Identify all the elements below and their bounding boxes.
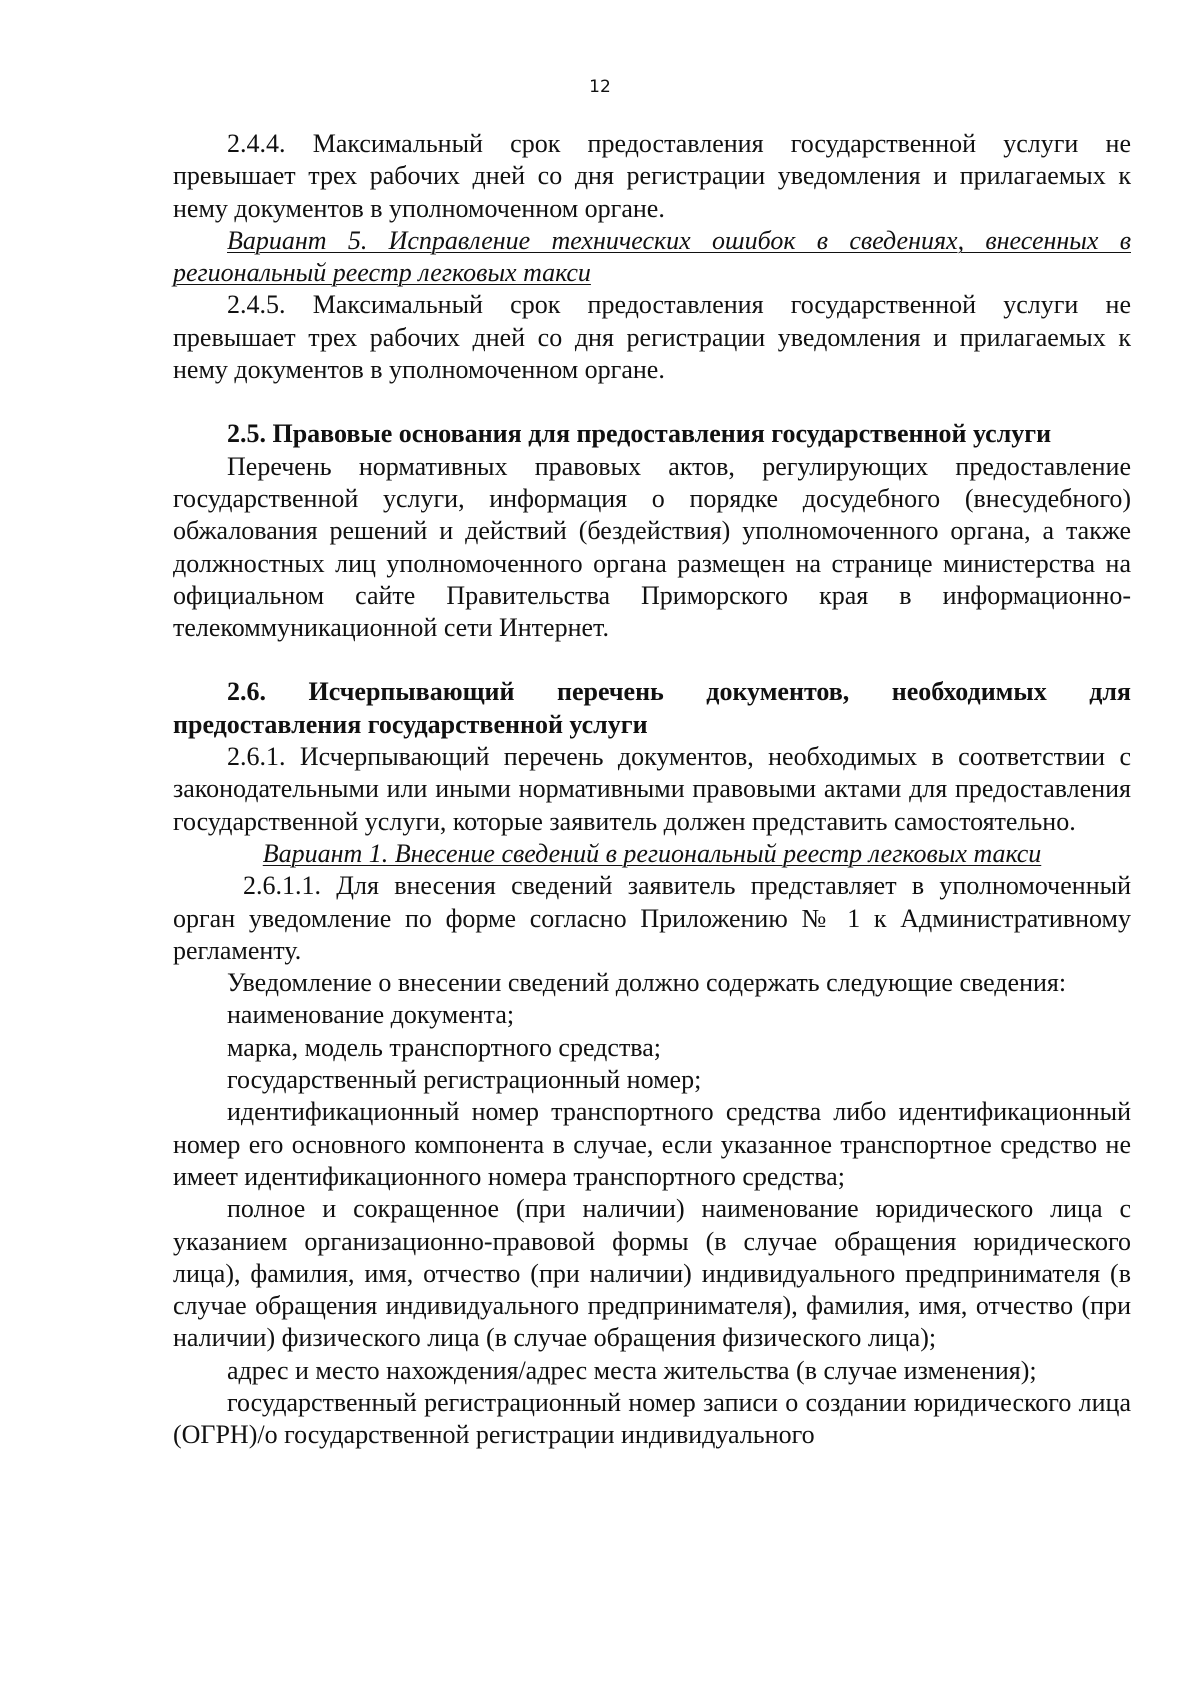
- list-item-address: адрес и место нахождения/адрес места жительства (в случае изменения);: [227, 1355, 1037, 1385]
- variant-1-heading: Вариант 1. Внесение сведений в региональный реестр легковых такси: [262, 838, 1042, 868]
- list-item-vin: идентификационный номер транспортного средства либо идентификационный номер его основного компонента в случае, если указанное транспортное средство не имеет идентификационного номера транспортного средства;: [173, 1097, 1131, 1191]
- list-item-applicant-names: полное и сокращенное (при наличии) наименование юридического лица с указанием организационно-правовой формы (в случае обращения юридического лица), фамилия, имя, отчество (при наличии) индивидуального предпринимателя (в случае обращения индивидуального предпринимателя), фамилия, имя, отчество (при наличии) физического лица (в случае обращения физического лица);: [173, 1194, 1131, 1353]
- list-item-ogrn: государственный регистрационный номер записи о создании юридического лица (ОГРН)/о государственной регистрации индивидуального: [173, 1387, 1131, 1450]
- variant-5-heading: Вариант 5. Исправление технических ошибок в сведениях, внесенных в региональный реестр легковых такси: [173, 225, 1131, 288]
- paragraph-2-4-5: 2.4.5. Максимальный срок предоставления государственной услуги не превышает трех рабочих дней со дня регистрации уведомления и прилагаемых к нему документов в уполномоченном органе.: [173, 290, 1131, 385]
- document-body: [173, 128, 1131, 1452]
- paragraph-2-5: Перечень нормативных правовых актов, регулирующих предоставление государственной услуги, информация о порядке досудебного (внесудебного) обжалования решений и действий (бездействия) уполномоченного органа, а также должностных лиц уполномоченного органа размещен на странице министерства на официальном сайте Правительства Приморского края в информационно-телекоммуникационной сети Интернет.: [173, 451, 1131, 643]
- page-number: 12: [589, 77, 611, 97]
- paragraph-2-6-1: 2.6.1. Исчерпывающий перечень документов, необходимых в соответствии с законодательными или иными нормативными правовыми актами для предоставления государственной услуги, которые заявитель должен представить самостоятельно.: [173, 742, 1131, 836]
- list-item-vehicle-brand: марка, модель транспортного средства;: [227, 1032, 662, 1062]
- notice-intro: Уведомление о внесении сведений должно содержать следующие сведения:: [227, 968, 1067, 998]
- paragraph-2-4-4: 2.4.4. Максимальный срок предоставления государственной услуги не превышает трех рабочих дней со дня регистрации уведомления и прилагаемых к нему документов в уполномоченном органе.: [173, 129, 1131, 223]
- section-gap: [173, 644, 1131, 676]
- list-item-document-name: наименование документа;: [227, 1000, 515, 1030]
- section-2-6-heading: 2.6. Исчерпывающий перечень документов, необходимых для предоставления государственной услуги: [173, 677, 1131, 739]
- paragraph-2-6-1-1: 2.6.1.1. Для внесения сведений заявитель представляет в уполномоченный орган уведомление по форме согласно Приложению № 1 к Административному регламенту.: [173, 871, 1131, 965]
- list-item-registration-number: государственный регистрационный номер;: [227, 1065, 702, 1095]
- section-gap: [173, 386, 1131, 418]
- section-2-5-heading: 2.5. Правовые основания для предоставления государственной услуги: [227, 419, 1052, 449]
